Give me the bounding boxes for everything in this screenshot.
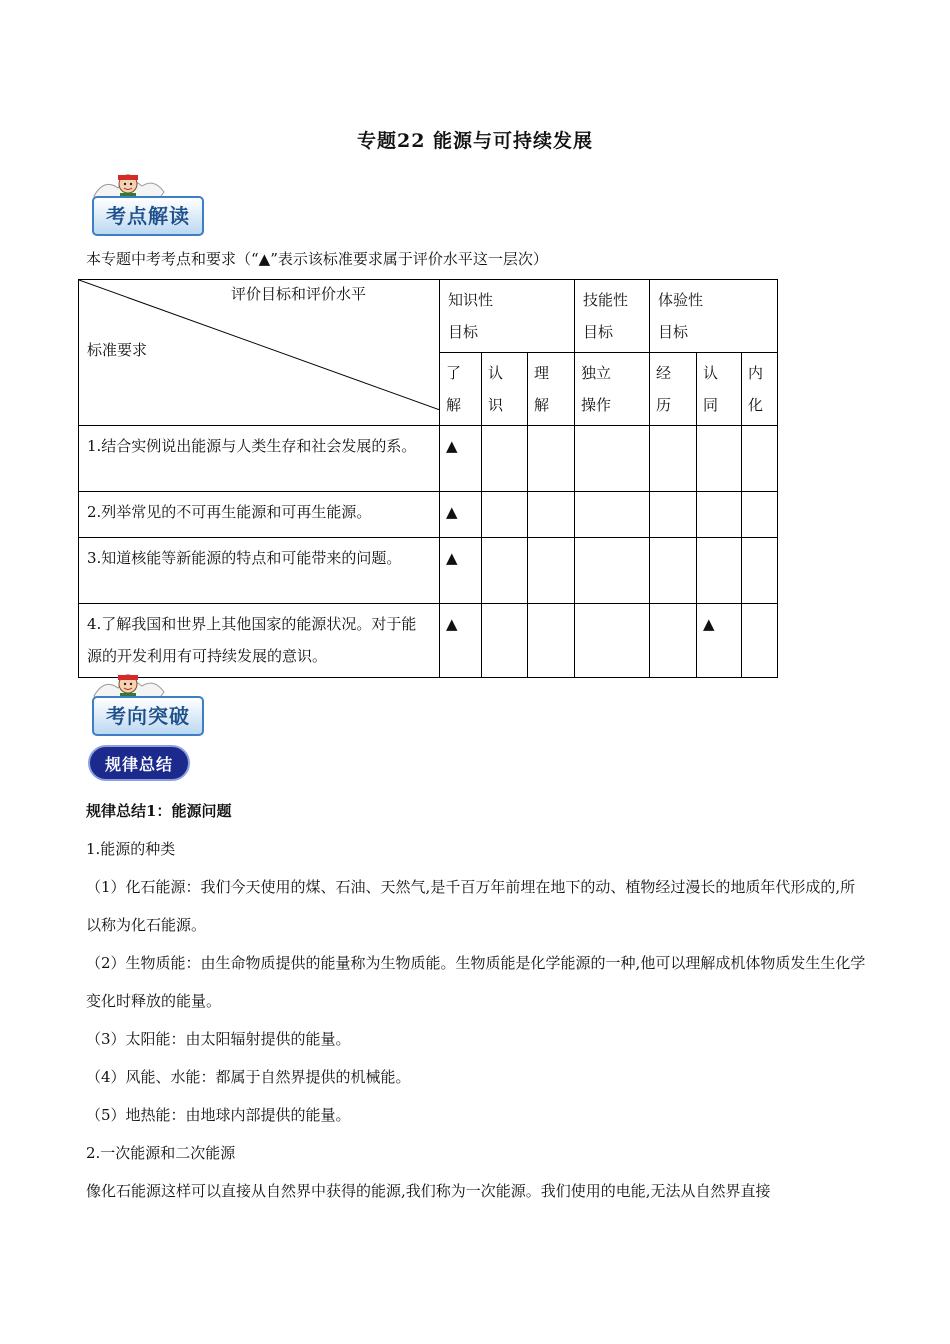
page-title: 专题22 能源与可持续发展 [356,130,594,152]
mark-cell [575,492,650,538]
sub-header-line: 认 [703,364,719,382]
sub-header [440,353,482,426]
mark-cell: ▲ [440,538,482,604]
content-subheading: 2.一次能源和二次能源 [86,1144,236,1162]
sub-header [697,353,742,426]
sub-header [650,353,697,426]
sub-header-line: 解 [446,396,462,414]
table-row [79,538,778,604]
table-row [79,604,778,678]
corner-bottom-label: 标准要求 [87,341,148,359]
mark-cell: ▲ [440,492,482,538]
mark-cell [650,604,697,678]
corner-top-label: 评价目标和评价水平 [231,285,367,303]
sub-header-line: 同 [703,396,719,414]
mark-cell [742,538,778,604]
group-line: 知识性 [448,291,494,309]
content-paragraph: （3）太阳能：由太阳辐射提供的能量。 [86,1030,351,1048]
group-header-skill [575,280,650,353]
mark-cell [742,426,778,492]
sub-header [742,353,778,426]
mark-cell [650,492,697,538]
mark-cell [650,426,697,492]
section-badge-kaoxiang [84,670,208,740]
table-corner-cell [79,280,440,426]
sub-header [575,353,650,426]
section-badge-kaodian [84,170,208,240]
intro-text: 本专题中考考点和要求（“▲”表示该标准要求属于评价水平这一层次） [86,250,548,268]
table-row [79,492,778,538]
group-line: 目标 [448,323,479,341]
group-line: 目标 [583,323,614,341]
group-line: 体验性 [658,291,704,309]
sub-header [528,353,575,426]
group-header-knowledge [440,280,575,353]
sub-header-line: 理 [534,364,550,382]
mark-cell [742,492,778,538]
group-line: 目标 [658,323,689,341]
content-paragraph: （4）风能、水能：都属于自然界提供的机械能。 [86,1068,411,1086]
mark-cell [742,604,778,678]
row-text: 3.知道核能等新能源的特点和可能带来的问题。 [79,538,440,604]
summary-pill: 规律总结 [88,745,190,781]
content-heading: 规律总结1：能源问题 [86,802,232,820]
mark-cell [528,426,575,492]
mark-cell [697,492,742,538]
sub-header-line: 认 [488,364,504,382]
content-paragraph: 像化石能源这样可以直接从自然界中获得的能源,我们称为一次能源。我们使用的电能,无法从自然界直接 [86,1182,771,1200]
mark-cell [528,604,575,678]
content-paragraph: （2）生物质能：由生命物质提供的能量称为生物质能。生物质能是化学能源的一种,他可以理解成机体物质发生生化学变化时释放的能量。 [86,954,866,1010]
section-badge-label: 考点解读 [92,196,204,236]
sub-header-line: 了 [446,364,462,382]
mark-cell [482,604,528,678]
mark-cell [482,538,528,604]
content-subheading: 1.能源的种类 [86,840,176,858]
mark-cell [697,538,742,604]
group-line: 技能性 [583,291,629,309]
mark-cell [575,538,650,604]
mark-cell [650,538,697,604]
sub-header-line: 经 [656,364,672,382]
mark-cell [482,492,528,538]
group-header-experience [650,280,778,353]
sub-header-line: 操作 [581,396,612,414]
sub-header-line: 化 [748,396,764,414]
row-text: 4.了解我国和世界上其他国家的能源状况。对于能源的开发利用有可持续发展的意识。 [79,604,440,678]
content-paragraph: （5）地热能：由地球内部提供的能量。 [86,1106,351,1124]
mark-cell: ▲ [697,604,742,678]
row-text: 1.结合实例说出能源与人类生存和社会发展的系。 [79,426,440,492]
sub-header-line: 独立 [581,364,612,382]
mark-cell [575,426,650,492]
mark-cell [697,426,742,492]
mark-cell: ▲ [440,426,482,492]
sub-header-line: 历 [656,396,672,414]
content-paragraph: （1）化石能源：我们今天使用的煤、石油、天然气,是千百万年前埋在地下的动、植物经过漫长的地质年代形成的,所以称为化石能源。 [86,878,856,934]
sub-header-line: 内 [748,364,764,382]
mark-cell: ▲ [440,604,482,678]
mark-cell [528,492,575,538]
sub-header-line: 识 [488,396,504,414]
sub-header-line: 解 [534,396,550,414]
mark-cell [482,426,528,492]
table-row [79,426,778,492]
mark-cell [528,538,575,604]
standards-table [78,279,778,678]
section-badge-label: 考向突破 [92,696,204,736]
content-body [86,792,866,1210]
sub-header [482,353,528,426]
mark-cell [575,604,650,678]
row-text: 2.列举常见的不可再生能源和可再生能源。 [79,492,440,538]
